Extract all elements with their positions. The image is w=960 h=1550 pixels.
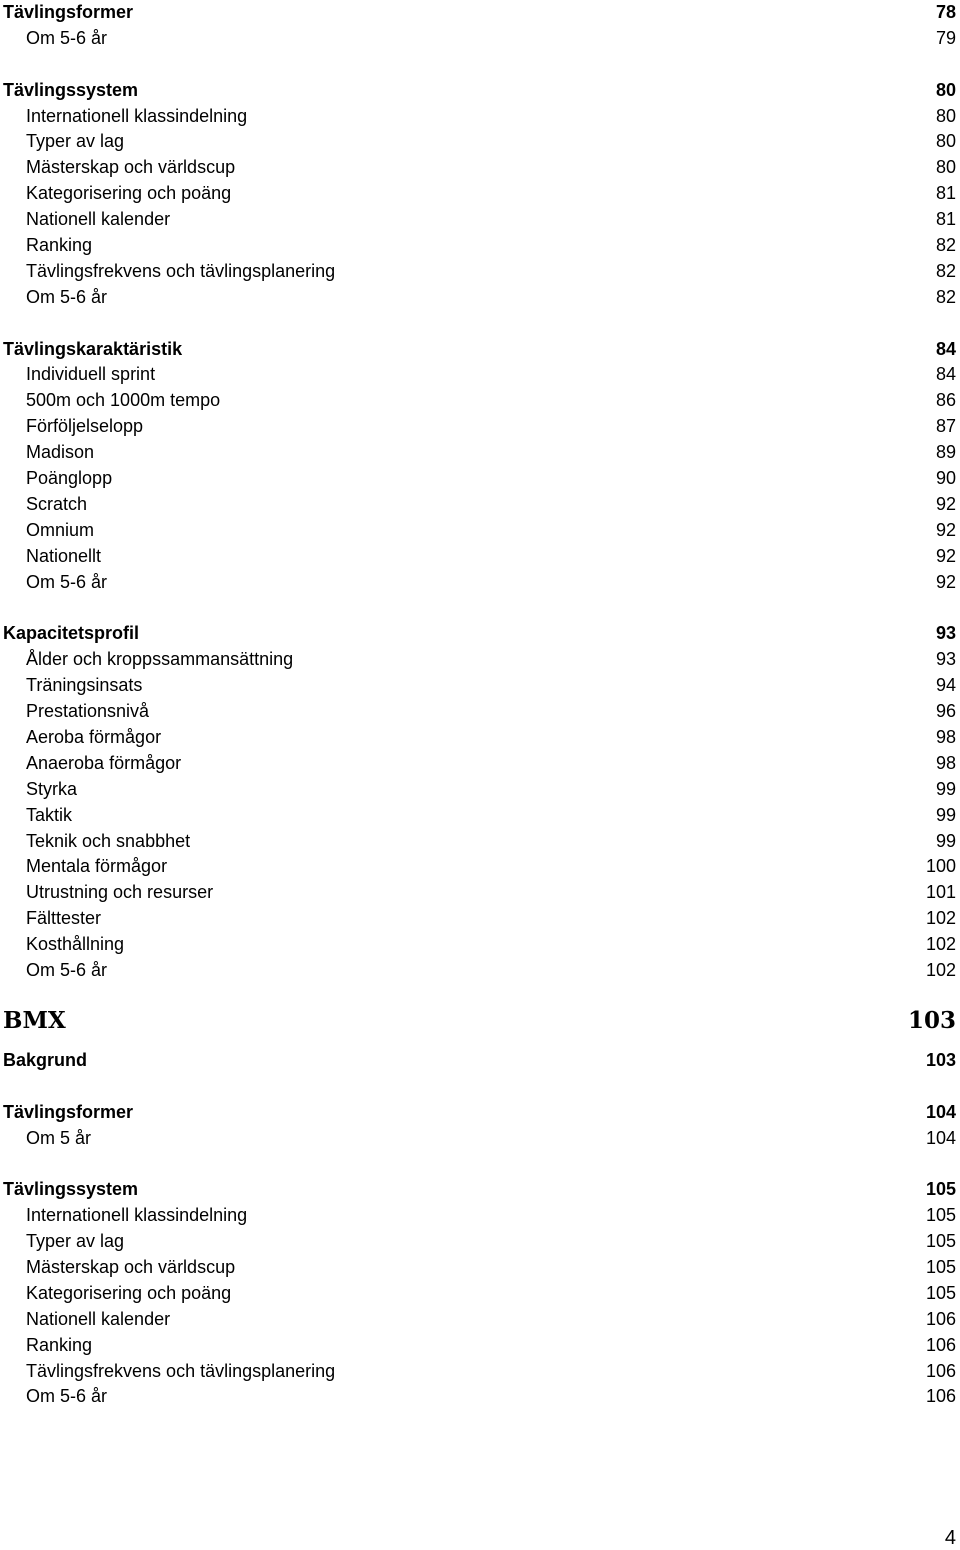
- toc-entry[interactable]: [0, 1333, 960, 1359]
- toc-entry-title: Aeroba förmågor: [26, 726, 162, 747]
- toc-section: [0, 78, 960, 311]
- toc-entry-title: Utrustning och resurser: [26, 882, 214, 903]
- toc-section-heading[interactable]: [0, 621, 960, 647]
- toc-entry[interactable]: [0, 440, 960, 466]
- toc-entry[interactable]: [0, 492, 960, 518]
- toc-entry-title: Ålder och kroppssammansättning: [26, 649, 294, 670]
- toc-entry-page: 98: [935, 752, 956, 773]
- toc-entry-page: 92: [935, 571, 956, 592]
- toc-section-heading[interactable]: [0, 78, 960, 104]
- toc-entry-title: Styrka: [26, 778, 78, 799]
- toc-entry-title: Teknik och snabbhet: [26, 830, 191, 851]
- toc-entry[interactable]: [0, 285, 960, 311]
- toc-entry-page: 82: [935, 260, 956, 281]
- toc-entry-page: 106: [925, 1360, 956, 1381]
- toc-entry-title: Internationell klassindelning: [26, 105, 248, 126]
- toc-entry-title: Ranking: [26, 235, 93, 256]
- toc-entry[interactable]: [0, 647, 960, 673]
- toc-entry-title: Mästerskap och världscup: [26, 157, 236, 178]
- toc-entry-page: 106: [925, 1308, 956, 1329]
- toc-entry-title: Kategorisering och poäng: [26, 183, 232, 204]
- toc-entry-title: 500m och 1000m tempo: [26, 390, 221, 411]
- toc-entry-page: 100: [925, 856, 956, 877]
- toc-entry-title: Nationellt: [26, 545, 102, 566]
- section-spacer: [0, 52, 960, 78]
- toc-entry-title: Tävlingsfrekvens och tävlingsplanering: [26, 260, 336, 281]
- toc-entry-page: 96: [935, 701, 956, 722]
- toc-entry-page: 81: [935, 183, 956, 204]
- section-spacer: [0, 1074, 960, 1100]
- toc-entry-title: Kosthållning: [26, 934, 125, 955]
- toc-entry-page: 81: [935, 209, 956, 230]
- toc-entry-title: Omnium: [26, 519, 95, 540]
- toc-entry-title: Madison: [26, 442, 95, 463]
- toc-section-heading[interactable]: [0, 337, 960, 363]
- page-number: 4: [944, 1527, 956, 1549]
- toc-entry-page: 101: [925, 882, 956, 903]
- toc-section: [0, 1048, 960, 1074]
- toc-entry-title: Anaeroba förmågor: [26, 752, 182, 773]
- toc-heading-page: 93: [935, 623, 956, 644]
- toc-entry[interactable]: [0, 1307, 960, 1333]
- toc-entry[interactable]: [0, 932, 960, 958]
- toc-entry-title: Om 5-6 år: [26, 571, 108, 592]
- toc-heading-page: 105: [925, 1179, 956, 1200]
- toc-entry-title: Individuell sprint: [26, 364, 156, 385]
- toc-entry[interactable]: [0, 725, 960, 751]
- toc-part-bmx: [0, 1048, 960, 1410]
- toc-entry-title: Fälttester: [26, 908, 102, 929]
- toc-section: [0, 1177, 960, 1410]
- toc-entry-title: Om 5 år: [26, 1127, 92, 1148]
- toc-entry-page: 80: [935, 105, 956, 126]
- toc-entry-page: 105: [925, 1282, 956, 1303]
- toc-entry-page: 99: [935, 804, 956, 825]
- toc-entry-title: Ranking: [26, 1334, 93, 1355]
- toc-entry-page: 92: [935, 545, 956, 566]
- toc-entry[interactable]: [0, 233, 960, 259]
- toc-section: [0, 337, 960, 596]
- toc-entry[interactable]: [0, 181, 960, 207]
- toc-entry[interactable]: [0, 1281, 960, 1307]
- toc-section-heading[interactable]: [0, 0, 960, 26]
- toc-entry-page: 87: [935, 416, 956, 437]
- toc-entry-title: Tävlingsfrekvens och tävlingsplanering: [26, 1360, 336, 1381]
- toc-entry[interactable]: [0, 259, 960, 285]
- toc-entry-title: Förföljelselopp: [26, 416, 144, 437]
- toc-entry[interactable]: [0, 1203, 960, 1229]
- toc-entry[interactable]: [0, 854, 960, 880]
- toc-entry-page: 99: [935, 830, 956, 851]
- toc-entry[interactable]: [0, 104, 960, 130]
- toc-heading-title: Kapacitetsprofil: [3, 623, 140, 644]
- toc-heading-title: Tävlingskaraktäristik: [3, 338, 183, 359]
- toc-entry[interactable]: [0, 906, 960, 932]
- section-spacer: [0, 595, 960, 621]
- toc-entry-page: 104: [925, 1127, 956, 1148]
- toc-entry[interactable]: [0, 414, 960, 440]
- toc-entry[interactable]: [0, 673, 960, 699]
- toc-entry-page: 105: [925, 1205, 956, 1226]
- toc-entry-page: 82: [935, 286, 956, 307]
- toc-entry[interactable]: [0, 1126, 960, 1152]
- toc-entry-page: 80: [935, 131, 956, 152]
- toc-entry[interactable]: [0, 751, 960, 777]
- section-spacer: [0, 311, 960, 337]
- toc-entry-title: Kategorisering och poäng: [26, 1282, 232, 1303]
- toc-heading-page: 78: [935, 2, 956, 22]
- toc-entry-page: 90: [935, 468, 956, 489]
- section-spacer: [0, 1151, 960, 1177]
- toc-entry[interactable]: [0, 362, 960, 388]
- toc-entry-title: Nationell kalender: [26, 209, 171, 230]
- toc-entry-page: 102: [925, 934, 956, 955]
- toc-heading-page: 80: [935, 79, 956, 100]
- toc-entry-page: 106: [925, 1386, 956, 1407]
- spacer: [0, 984, 960, 1001]
- toc-heading-title: Tävlingssystem: [3, 1179, 139, 1200]
- toc-section: [0, 0, 960, 52]
- toc-entry-page: 105: [925, 1256, 956, 1277]
- toc-entry[interactable]: [0, 699, 960, 725]
- toc-chapter-entry[interactable]: [0, 1001, 960, 1041]
- toc-entry[interactable]: [0, 466, 960, 492]
- toc-entry[interactable]: [0, 129, 960, 155]
- toc-entry-title: Nationell kalender: [26, 1308, 171, 1329]
- toc-entry-page: 92: [935, 519, 956, 540]
- toc-entry[interactable]: [0, 570, 960, 596]
- toc-entry[interactable]: [0, 1229, 960, 1255]
- toc-chapter-page: 103: [907, 1006, 956, 1034]
- toc-entry-page: 102: [925, 908, 956, 929]
- toc-entry[interactable]: [0, 544, 960, 570]
- toc-entry-title: Träningsinsats: [26, 675, 143, 696]
- toc-entry-title: Om 5-6 år: [26, 27, 108, 48]
- toc-entry-page: 84: [935, 364, 956, 385]
- toc-heading-page: 104: [925, 1101, 956, 1122]
- toc-heading-title: Tävlingsformer: [3, 2, 134, 22]
- toc-chapter-title: BMX: [3, 1006, 66, 1034]
- toc-entry-page: 80: [935, 157, 956, 178]
- toc-entry-page: 94: [935, 675, 956, 696]
- toc-entry-title: Typer av lag: [26, 1231, 125, 1252]
- toc-entry-page: 89: [935, 442, 956, 463]
- toc-entry-page: 105: [925, 1231, 956, 1252]
- toc-entry[interactable]: [0, 803, 960, 829]
- toc-entry[interactable]: [0, 1384, 960, 1410]
- toc-entry-page: 93: [935, 649, 956, 670]
- toc-entry-page: 106: [925, 1334, 956, 1355]
- toc-entry[interactable]: [0, 388, 960, 414]
- toc-entry-title: Internationell klassindelning: [26, 1205, 248, 1226]
- toc-entry[interactable]: [0, 1255, 960, 1281]
- toc-section: [0, 621, 960, 983]
- toc-entry[interactable]: [0, 155, 960, 181]
- toc-section-heading[interactable]: [0, 1100, 960, 1126]
- toc-entry[interactable]: [0, 207, 960, 233]
- toc-heading-page: 84: [935, 338, 956, 359]
- toc-entry-title: Scratch: [26, 493, 88, 514]
- toc-entry-page: 79: [935, 27, 956, 48]
- toc-entry-title: Prestationsnivå: [26, 701, 150, 722]
- toc-entry-page: 102: [925, 959, 956, 980]
- toc-section-heading[interactable]: [0, 1048, 960, 1074]
- toc-entry-title: Om 5-6 år: [26, 1386, 108, 1407]
- toc-entry[interactable]: [0, 958, 960, 984]
- toc-entry-title: Taktik: [26, 804, 73, 825]
- toc-entry-title: Om 5-6 år: [26, 959, 108, 980]
- toc-entry-title: Om 5-6 år: [26, 286, 108, 307]
- toc-entry-page: 98: [935, 726, 956, 747]
- toc-entry[interactable]: [0, 1359, 960, 1385]
- toc-entry-page: 86: [935, 390, 956, 411]
- toc-heading-title: Tävlingsformer: [3, 1101, 134, 1122]
- toc-heading-title: Tävlingssystem: [3, 79, 139, 100]
- toc-entry[interactable]: [0, 777, 960, 803]
- toc-section-heading[interactable]: [0, 1177, 960, 1203]
- toc-entry-page: 82: [935, 235, 956, 256]
- toc-entry-page: 99: [935, 778, 956, 799]
- toc-entry[interactable]: [0, 518, 960, 544]
- toc-entry-title: Poänglopp: [26, 468, 113, 489]
- toc-section: [0, 1100, 960, 1152]
- toc-heading-title: Bakgrund: [3, 1049, 88, 1070]
- toc-entry[interactable]: [0, 26, 960, 52]
- spacer: [0, 1041, 960, 1048]
- toc-entry-title: Typer av lag: [26, 131, 125, 152]
- toc-entry-title: Mentala förmågor: [26, 856, 168, 877]
- toc-entry[interactable]: [0, 880, 960, 906]
- toc-entry[interactable]: [0, 829, 960, 855]
- toc-heading-page: 103: [925, 1049, 956, 1070]
- toc-entry-title: Mästerskap och världscup: [26, 1256, 236, 1277]
- toc-entry-page: 92: [935, 493, 956, 514]
